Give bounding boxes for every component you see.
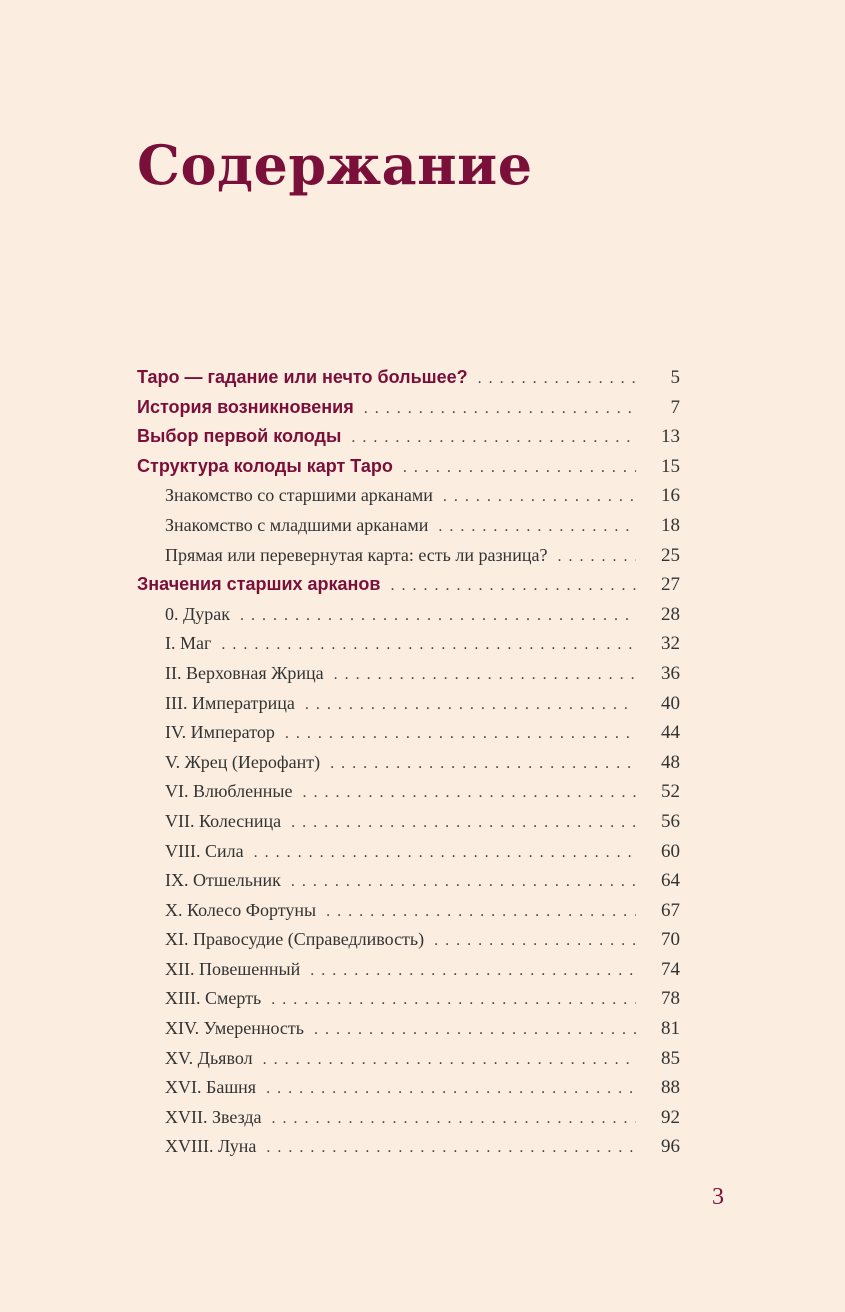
toc-entry: [137, 1044, 680, 1074]
toc-entry: [137, 689, 680, 719]
toc-entry: [137, 629, 680, 659]
toc-entry-title: Структура колоды карт Таро: [137, 455, 393, 476]
toc-entry-page: 36: [661, 662, 680, 684]
toc-entry: [137, 600, 680, 630]
toc-entry-title: XV. Дьявол: [165, 1047, 253, 1068]
toc-entry-title: XVIII. Луна: [165, 1136, 257, 1157]
toc-entry-title: VIII. Сила: [165, 840, 244, 861]
toc-entry: [137, 511, 680, 541]
toc-entry: [137, 925, 680, 955]
dot-leader: [330, 749, 636, 779]
toc-entry: [137, 659, 680, 689]
dot-leader: [305, 690, 636, 720]
toc-entry: [137, 1014, 680, 1044]
dot-leader: [272, 1104, 636, 1134]
toc-entry-title: III. Императрица: [165, 692, 295, 713]
dot-leader: [364, 394, 636, 424]
toc-entry-title: V. Жрец (Иерофант): [165, 751, 321, 772]
toc-entry-title: Прямая или перевернутая карта: есть ли разница?: [165, 544, 548, 565]
toc-entry: [137, 481, 680, 511]
toc-entry-title: XVII. Звезда: [165, 1106, 262, 1127]
dot-leader: [291, 808, 636, 838]
toc-entry-page: 7: [670, 396, 680, 418]
toc-entry-page: 28: [661, 603, 680, 625]
toc-entry-title: X. Колесо Фортуны: [165, 899, 317, 920]
toc-entry-title: XIV. Умеренность: [165, 1018, 304, 1039]
toc-entry: [137, 393, 680, 423]
dot-leader: [326, 897, 636, 927]
toc-entry-page: 48: [661, 751, 680, 773]
toc-entry-page: 44: [661, 722, 680, 744]
toc-entry: [137, 422, 680, 452]
toc-entry: [137, 363, 680, 393]
toc-entry-page: 27: [661, 574, 680, 596]
toc-entry-page: 40: [661, 692, 680, 714]
dot-leader: [438, 512, 636, 542]
toc-entry-title: II. Верховная Жрица: [165, 662, 324, 683]
toc-entry: [137, 777, 680, 807]
toc-entry-title: История возникновения: [137, 396, 354, 417]
toc-entry: [137, 718, 680, 748]
toc-entry-page: 60: [661, 840, 680, 862]
toc-entry-page: 15: [661, 455, 680, 477]
dot-leader: [390, 571, 636, 601]
toc-entry-title: VI. Влюбленные: [165, 781, 293, 802]
toc-entry-page: 74: [661, 958, 680, 980]
toc-entry: [137, 1132, 680, 1162]
dot-leader: [314, 1015, 636, 1045]
dot-leader: [285, 719, 636, 749]
toc-entry: [137, 807, 680, 837]
dot-leader: [291, 867, 636, 897]
dot-leader: [434, 926, 636, 956]
toc-entry: [137, 452, 680, 482]
dot-leader: [443, 482, 636, 512]
toc-entry-page: 67: [661, 899, 680, 921]
toc-entry-title: XVI. Башня: [165, 1077, 257, 1098]
toc-entry-title: Выбор первой колоды: [137, 426, 342, 447]
dot-leader: [271, 985, 636, 1015]
dot-leader: [266, 1074, 636, 1104]
toc-entry: [137, 748, 680, 778]
toc-entry-page: 18: [661, 514, 680, 536]
toc-entry: [137, 1103, 680, 1133]
toc-entry-page: 96: [661, 1136, 680, 1158]
dot-leader: [557, 542, 636, 572]
toc-entry: [137, 896, 680, 926]
toc-entry-page: 5: [670, 367, 680, 388]
toc-entry-page: 16: [661, 485, 680, 507]
dot-leader: [263, 1045, 636, 1075]
dot-leader: [351, 423, 636, 453]
dot-leader: [334, 660, 636, 690]
toc-entry: [137, 984, 680, 1014]
toc-entry-page: 56: [661, 810, 680, 832]
dot-leader: [403, 453, 636, 483]
dot-leader: [221, 630, 636, 660]
toc-entry: [137, 570, 680, 600]
dot-leader: [254, 838, 636, 868]
table-of-contents: [137, 363, 680, 1162]
dot-leader: [310, 956, 636, 986]
toc-entry-title: XI. Правосудие (Справедливость): [165, 929, 425, 950]
toc-entry-title: IV. Император: [165, 722, 275, 743]
toc-entry-page: 64: [661, 870, 680, 892]
toc-entry-title: IX. Отшельник: [165, 870, 281, 891]
toc-entry-page: 70: [661, 929, 680, 951]
toc-entry-page: 25: [661, 544, 680, 566]
dot-leader: [240, 601, 636, 631]
toc-entry-title: Значения старших арканов: [137, 574, 381, 595]
toc-entry-title: Знакомство с младшими арканами: [165, 514, 429, 535]
dot-leader: [302, 778, 636, 808]
page-title: Содержание: [137, 133, 533, 197]
toc-entry-page: 52: [661, 781, 680, 803]
toc-entry-page: 88: [661, 1077, 680, 1099]
toc-entry-title: Знакомство со старшими арканами: [165, 485, 433, 506]
toc-entry: [137, 837, 680, 867]
toc-entry-title: XIII. Смерть: [165, 988, 262, 1009]
toc-entry-page: 85: [661, 1047, 680, 1069]
toc-entry-title: 0. Дурак: [165, 603, 231, 624]
toc-entry: [137, 955, 680, 985]
toc-entry-page: 13: [661, 426, 680, 448]
toc-entry: [137, 541, 680, 571]
toc-entry-page: 32: [661, 633, 680, 655]
toc-entry-title: Таро — гадание или нечто большее?: [137, 367, 468, 387]
toc-entry-page: 92: [661, 1106, 680, 1128]
toc-entry-title: VII. Колесница: [165, 810, 282, 831]
page-number: 3: [712, 1184, 724, 1210]
toc-entry-title: XII. Повешенный: [165, 958, 301, 979]
toc-entry: [137, 1073, 680, 1103]
toc-entry-page: 78: [661, 988, 680, 1010]
toc-entry-title: I. Маг: [165, 633, 212, 654]
toc-entry: [137, 866, 680, 896]
toc-entry-page: 81: [661, 1018, 680, 1040]
dot-leader: [478, 364, 636, 394]
dot-leader: [266, 1133, 636, 1163]
